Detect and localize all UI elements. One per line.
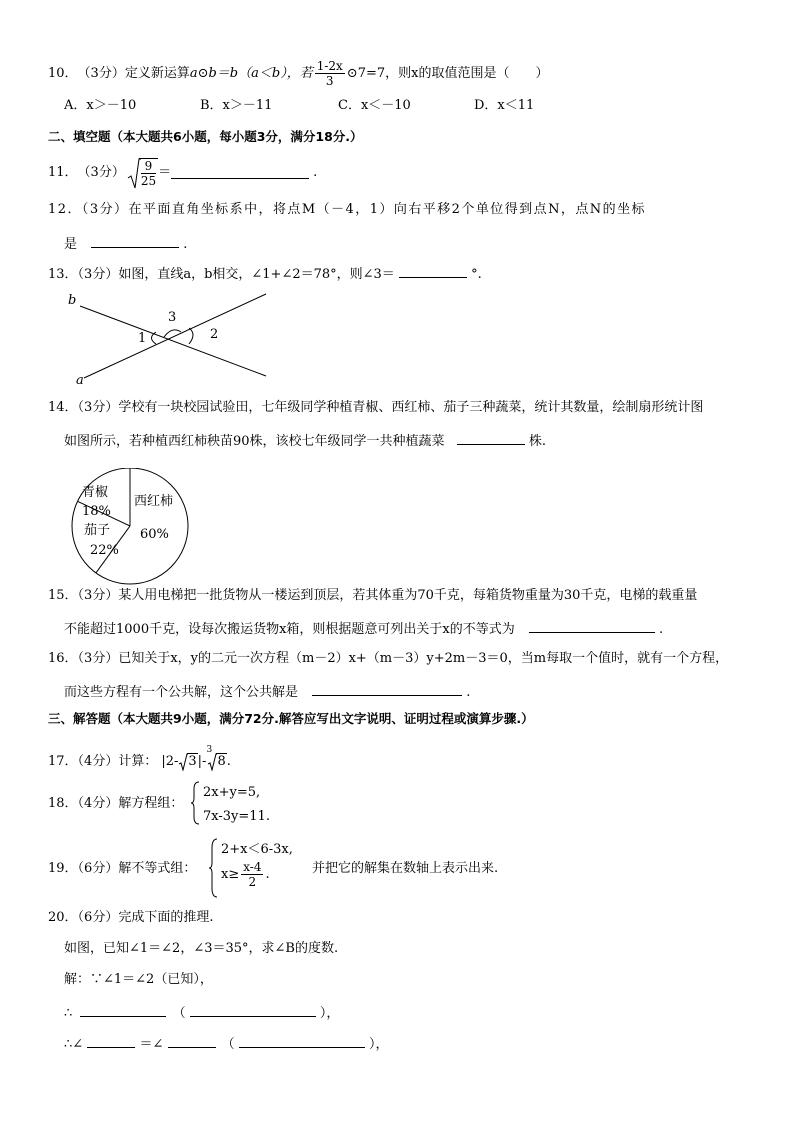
q19-frac-num: x-4 bbox=[243, 860, 262, 874]
q18-eq2: 7x-3y=11. bbox=[203, 809, 270, 824]
q17-sqrt3: 3 bbox=[188, 754, 197, 769]
q20-line4-therefore: ∴ bbox=[64, 1006, 73, 1021]
angle-1-arc bbox=[152, 332, 157, 344]
pie-value-xihongshi: 60% bbox=[140, 527, 169, 542]
q10-option-b[interactable]: B．x＞－11 bbox=[200, 98, 273, 113]
label-2: 2 bbox=[210, 327, 219, 342]
q10-frac-num: 1-2x bbox=[316, 58, 343, 73]
q20-line3: 解：∵∠1＝∠2（已知）， bbox=[64, 972, 213, 987]
q10-line bbox=[48, 58, 549, 88]
angle-3-arc bbox=[164, 330, 181, 337]
pie-label-xihongshi: 西红柿 bbox=[134, 494, 174, 509]
cbrt-sign-icon bbox=[207, 753, 217, 771]
q15-line1: 15．（3分）某人用电梯把一批货物从一楼运到顶层，若其体重为70千克，每箱货物重量为30千克，电梯的载重量 bbox=[48, 588, 698, 603]
label-a: a bbox=[76, 373, 84, 388]
q20-line4-open: （ bbox=[172, 1006, 186, 1021]
q10-number: 10． bbox=[48, 65, 78, 81]
q19-brace-icon bbox=[209, 838, 219, 898]
q18-eq1: 2x+y=5, bbox=[203, 785, 261, 800]
q20-line4 bbox=[64, 1004, 339, 1020]
q20-line5-open: （ bbox=[221, 1037, 235, 1052]
q11-frac-den: 25 bbox=[140, 173, 157, 188]
q17-abs-close: |- bbox=[197, 754, 207, 769]
q10-stem-a: 定义新运算 bbox=[124, 65, 190, 81]
q19-prefix: 19．（6分）解不等式组： bbox=[48, 861, 197, 876]
q19-frac-den: 2 bbox=[248, 875, 257, 889]
q16-line2 bbox=[64, 683, 470, 699]
q18-brace-icon bbox=[191, 781, 201, 825]
q10-frac-den: 3 bbox=[325, 73, 334, 88]
q11-answer-blank[interactable] bbox=[171, 166, 309, 179]
q12-line2-start: 是 bbox=[64, 237, 78, 252]
section2-title: 二、填空题（本大题共6小题，每小题3分，满分18分.） bbox=[48, 129, 363, 144]
q20-blank-3[interactable] bbox=[87, 1035, 135, 1048]
section3-title: 三、解答题（本大题共9小题，满分72分.解答应写出文字说明、证明过程或演算步骤.） bbox=[48, 711, 534, 726]
label-1: 1 bbox=[138, 331, 147, 346]
q13-answer-blank[interactable] bbox=[399, 265, 467, 278]
q14-line2 bbox=[64, 432, 546, 448]
q13-end: °. bbox=[471, 267, 482, 282]
q12-line2 bbox=[64, 235, 187, 251]
q17-line bbox=[48, 744, 231, 768]
pie-label-qingjiao: 青椒 bbox=[82, 485, 109, 500]
q17-prefix: 17．（4分）计算： bbox=[48, 754, 158, 769]
q20-line5-start: ∴∠ bbox=[64, 1037, 84, 1052]
q20-line5 bbox=[64, 1035, 388, 1051]
q20-line5-close: ）， bbox=[368, 1037, 389, 1052]
pie-value-qingjiao: 18% bbox=[82, 504, 111, 519]
q17-cbrt bbox=[206, 745, 226, 769]
q20-line2: 如图，已知∠1＝∠2，∠3＝35°，求∠B的度数. bbox=[64, 941, 339, 956]
q18-prefix: 18．（4分）解方程组： bbox=[48, 796, 184, 811]
pie-value-qiezi: 22% bbox=[90, 543, 119, 558]
q16-line2-end: . bbox=[466, 685, 471, 700]
q12-line1: 12．（3分）在平面直角坐标系中，将点M（－4，1）向右平移2个单位得到点N，点N的坐标 bbox=[48, 202, 646, 217]
q11-frac-num: 9 bbox=[141, 160, 156, 174]
q10-option-a[interactable]: A．x＞－10 bbox=[64, 98, 137, 113]
q14-line2-text: 如图所示，若种植西红柿秧苗90株，该校七年级同学一共种植蔬菜 bbox=[64, 434, 445, 449]
q10-op-def: a⊙b＝b（a＜b），若 bbox=[189, 65, 313, 81]
sqrt-sign-icon bbox=[178, 753, 188, 771]
q17-sqrt bbox=[178, 755, 197, 768]
q16-line2-text: 而这些方程有一个公共解，这个公共解是 bbox=[64, 685, 299, 700]
q14-answer-blank[interactable] bbox=[457, 432, 525, 445]
q20-blank-2[interactable] bbox=[190, 1004, 316, 1017]
q14-pie-chart bbox=[60, 468, 210, 588]
q20-line1: 20．（6分）完成下面的推理. bbox=[48, 910, 214, 925]
q11-equals: ＝ bbox=[158, 164, 172, 180]
q16-answer-blank[interactable] bbox=[312, 683, 462, 696]
q20-blank-4[interactable] bbox=[168, 1035, 216, 1048]
q20-blank-1[interactable] bbox=[80, 1004, 166, 1017]
q11-number: 11． bbox=[48, 164, 78, 180]
q10-stem-b: ⊙7=7，则x的取值范围是（ ） bbox=[346, 65, 549, 81]
q10-fraction bbox=[315, 60, 345, 87]
q13-line bbox=[48, 265, 482, 281]
q14-line2-end: 株. bbox=[528, 434, 546, 449]
q13-figure bbox=[60, 288, 280, 388]
q17-cube-index: 3 bbox=[206, 745, 213, 755]
q19-eq2-lhs: x≥ bbox=[221, 867, 240, 882]
pie-label-qiezi: 茄子 bbox=[84, 523, 111, 538]
q15-line2-end: . bbox=[659, 622, 664, 637]
q20-blank-5[interactable] bbox=[239, 1035, 365, 1048]
q11-score: （3分） bbox=[77, 164, 125, 180]
q11-line bbox=[48, 156, 317, 188]
q19-eq2 bbox=[221, 861, 270, 888]
q12-line2-end: . bbox=[183, 237, 188, 252]
sqrt-sign-icon bbox=[127, 158, 141, 190]
q14-line1: 14．（3分）学校有一块校园试验田，七年级同学种植青椒、西红柿、茄子三种蔬菜，统计其数量，绘制扇形统计图 bbox=[48, 400, 704, 415]
label-b: b bbox=[68, 293, 77, 308]
q15-line2 bbox=[64, 620, 663, 636]
q17-cube-radicand: 8 bbox=[217, 754, 226, 769]
q19-eq1: 2+x＜6-3x, bbox=[221, 842, 293, 857]
q15-answer-blank[interactable] bbox=[529, 620, 655, 633]
q11-sqrt bbox=[127, 158, 158, 187]
q12-answer-blank[interactable] bbox=[91, 235, 179, 248]
q10-score: （3分） bbox=[77, 65, 125, 81]
angle-2-arc bbox=[189, 328, 193, 344]
q17-abs-open: |2- bbox=[161, 754, 179, 769]
q15-line2-text: 不能超过1000千克，设每次搬运货物x箱，则根据题意可列出关于x的不等式为 bbox=[64, 622, 515, 637]
q20-line4-close: ）， bbox=[319, 1006, 340, 1021]
q10-option-d[interactable]: D．x＜11 bbox=[474, 98, 535, 113]
q19-suffix: 并把它的解集在数轴上表示出来. bbox=[312, 861, 499, 876]
q20-line5-eq: ＝∠ bbox=[139, 1037, 164, 1052]
q19-eq2-end: . bbox=[265, 867, 270, 882]
q17-end: . bbox=[226, 754, 231, 769]
q10-option-c[interactable]: C．x＜－10 bbox=[338, 98, 411, 113]
label-3: 3 bbox=[168, 310, 177, 325]
q13-text: 13．（3分）如图，直线a，b相交，∠1+∠2＝78°，则∠3＝ bbox=[48, 267, 395, 282]
q11-end: . bbox=[313, 164, 318, 180]
q16-line1: 16．（3分）已知关于x，y的二元一次方程（m－2）x+（m－3）y+2m－3＝0，当m每取一个值时，就有一个方程， bbox=[48, 651, 729, 666]
